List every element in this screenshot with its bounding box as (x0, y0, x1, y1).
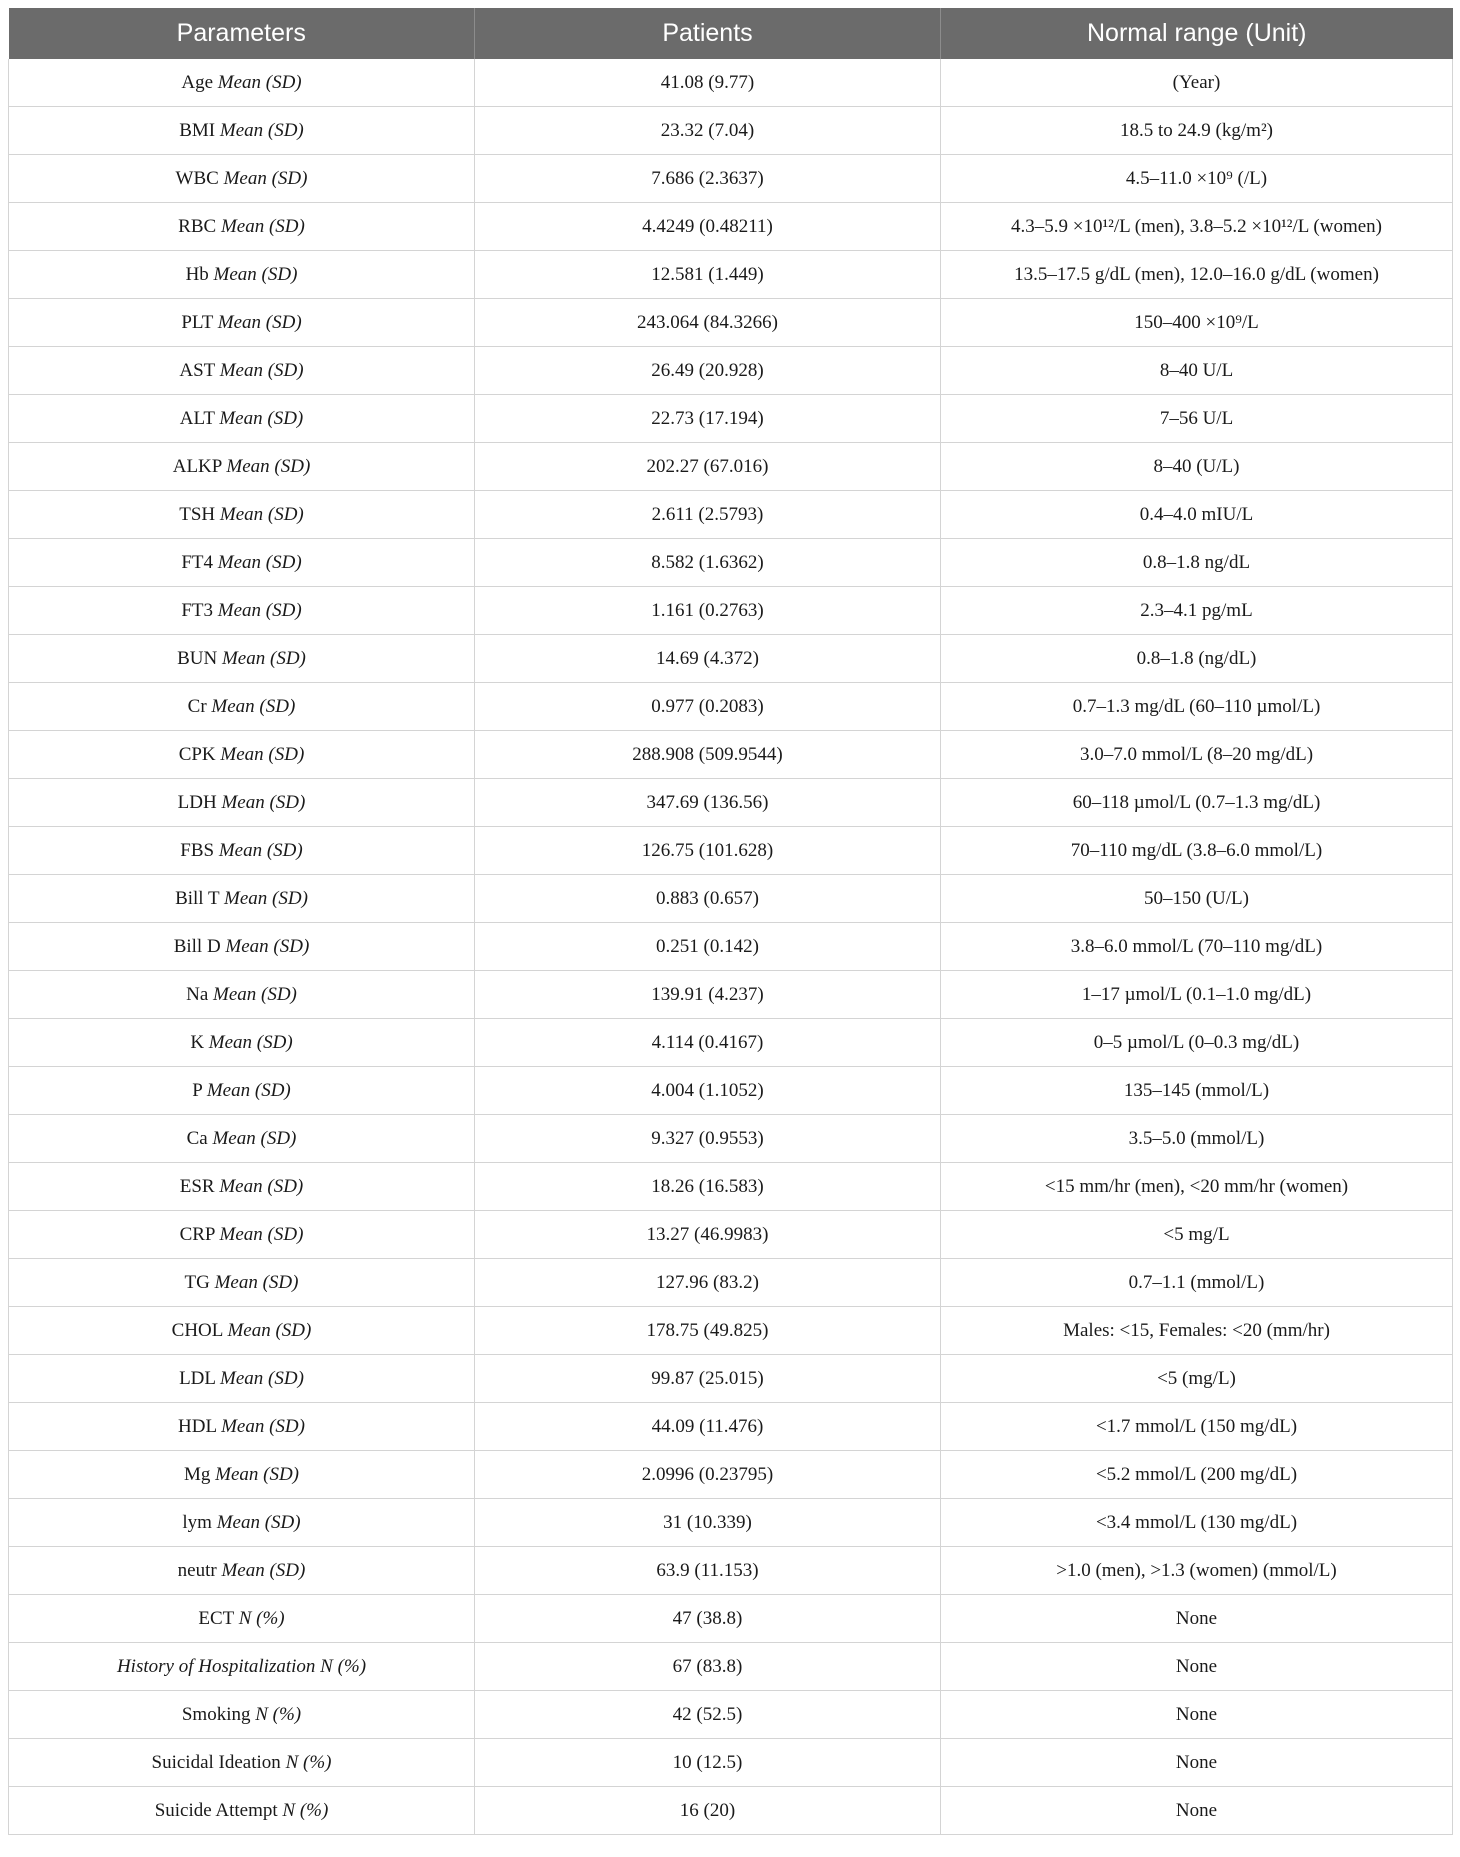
parameter-name: BMI (179, 119, 216, 141)
normal-range-cell: 13.5–17.5 g/dL (men), 12.0–16.0 g/dL (women) (941, 251, 1453, 299)
parameter-name: lym (182, 1511, 212, 1533)
parameter-stat: Mean (SD) (219, 119, 304, 141)
parameter-name: FBS (180, 839, 215, 861)
patients-cell: 288.908 (509.9544) (475, 731, 941, 779)
table-row (9, 1499, 1453, 1547)
parameter-name: Suicidal Ideation (151, 1751, 281, 1773)
parameter-stat: Mean (SD) (219, 503, 304, 525)
parameter-cell (9, 203, 475, 251)
parameter-stat: Mean (SD) (213, 263, 298, 285)
parameter-stat: Mean (SD) (224, 887, 308, 909)
parameter-stat: Mean (SD) (219, 407, 304, 429)
patients-cell: 4.004 (1.1052) (475, 1067, 941, 1115)
patients-cell: 23.32 (7.04) (475, 107, 941, 155)
parameter-stat: Mean (SD) (221, 647, 306, 669)
parameter-cell (9, 59, 475, 107)
normal-range-cell: 0.8–1.8 (ng/dL) (941, 635, 1453, 683)
normal-range-cell: 4.3–5.9 ×10¹²/L (men), 3.8–5.2 ×10¹²/L (women) (941, 203, 1453, 251)
table-header (9, 8, 1453, 59)
parameter-name: LDH (177, 791, 217, 813)
parameter-name: LDL (179, 1367, 216, 1389)
table-body (9, 59, 1453, 1835)
parameter-cell (9, 1067, 475, 1115)
table-row (9, 491, 1453, 539)
table-row (9, 1691, 1453, 1739)
parameter-cell (9, 875, 475, 923)
table-row (9, 347, 1453, 395)
normal-range-cell: (Year) (941, 59, 1453, 107)
normal-range-cell: 3.5–5.0 (mmol/L) (941, 1115, 1453, 1163)
parameter-cell (9, 491, 475, 539)
normal-range-cell: 50–150 (U/L) (941, 875, 1453, 923)
normal-range-cell: 1–17 µmol/L (0.1–1.0 mg/dL) (941, 971, 1453, 1019)
parameter-name: P (192, 1079, 203, 1101)
table-row (9, 59, 1453, 107)
patients-cell: 14.69 (4.372) (475, 635, 941, 683)
table-row (9, 779, 1453, 827)
patients-cell: 18.26 (16.583) (475, 1163, 941, 1211)
normal-range-cell: 135–145 (mmol/L) (941, 1067, 1453, 1115)
patients-cell: 12.581 (1.449) (475, 251, 941, 299)
normal-range-cell: <1.7 mmol/L (150 mg/dL) (941, 1403, 1453, 1451)
table-row (9, 1115, 1453, 1163)
parameter-name: RBC (178, 215, 217, 237)
parameter-stat: Mean (SD) (217, 599, 302, 621)
parameter-stat: Mean (SD) (219, 359, 304, 381)
normal-range-cell: 0–5 µmol/L (0–0.3 mg/dL) (941, 1019, 1453, 1067)
parameter-name: ALKP (172, 455, 222, 477)
parameter-cell (9, 923, 475, 971)
parameter-stat: Mean (SD) (214, 1271, 299, 1293)
patients-cell: 0.883 (0.657) (475, 875, 941, 923)
patients-cell: 139.91 (4.237) (475, 971, 941, 1019)
parameter-cell (9, 971, 475, 1019)
normal-range-cell: 0.7–1.1 (mmol/L) (941, 1259, 1453, 1307)
parameter-stat: N (%) (282, 1799, 329, 1821)
parameters-table (8, 8, 1453, 1835)
patients-cell: 2.611 (2.5793) (475, 491, 941, 539)
parameter-stat: Mean (SD) (217, 311, 302, 333)
normal-range-cell: Males: <15, Females: <20 (mm/hr) (941, 1307, 1453, 1355)
parameter-name: FT3 (181, 599, 214, 621)
table-row (9, 395, 1453, 443)
parameter-cell (9, 635, 475, 683)
patients-cell: 22.73 (17.194) (475, 395, 941, 443)
patients-cell: 16 (20) (475, 1787, 941, 1835)
parameter-cell (9, 1595, 475, 1643)
table-container (8, 8, 1452, 1835)
parameter-stat: Mean (SD) (221, 1415, 305, 1437)
table-row (9, 1739, 1453, 1787)
patients-cell: 47 (38.8) (475, 1595, 941, 1643)
parameter-cell (9, 779, 475, 827)
parameter-name: CHOL (171, 1319, 223, 1341)
parameter-name: ESR (179, 1175, 215, 1197)
table-row (9, 251, 1453, 299)
parameter-name: Cr (187, 695, 207, 717)
table-row (9, 923, 1453, 971)
parameter-name: TSH (179, 503, 216, 525)
parameter-stat: Mean (SD) (220, 1367, 304, 1389)
parameter-stat: Mean (SD) (213, 983, 297, 1005)
table-row (9, 875, 1453, 923)
header-normal-range: Normal range (Unit) (941, 8, 1453, 59)
parameter-stat: Mean (SD) (219, 1223, 304, 1245)
parameter-name: WBC (175, 167, 219, 189)
parameter-stat: Mean (SD) (221, 1559, 306, 1581)
parameter-name: Age (181, 71, 213, 93)
parameter-stat: Mean (SD) (211, 695, 296, 717)
normal-range-cell: 8–40 U/L (941, 347, 1453, 395)
parameter-stat: Mean (SD) (216, 1511, 301, 1533)
patients-cell: 0.977 (0.2083) (475, 683, 941, 731)
normal-range-cell: 4.5–11.0 ×10⁹ (/L) (941, 155, 1453, 203)
parameter-cell (9, 251, 475, 299)
normal-range-cell: None (941, 1643, 1453, 1691)
table-row (9, 107, 1453, 155)
patients-cell: 99.87 (25.015) (475, 1355, 941, 1403)
parameter-cell (9, 299, 475, 347)
table-row (9, 683, 1453, 731)
normal-range-cell: 60–118 µmol/L (0.7–1.3 mg/dL) (941, 779, 1453, 827)
normal-range-cell: >1.0 (men), >1.3 (women) (mmol/L) (941, 1547, 1453, 1595)
parameter-name: History of Hospitalization (116, 1655, 316, 1677)
patients-cell: 126.75 (101.628) (475, 827, 941, 875)
parameter-stat: Mean (SD) (217, 71, 302, 93)
parameter-cell (9, 1355, 475, 1403)
parameter-stat: Mean (SD) (221, 791, 306, 813)
parameter-stat: N (%) (320, 1655, 367, 1677)
table-row (9, 155, 1453, 203)
parameter-name: ECT (198, 1607, 234, 1629)
parameter-name: Mg (183, 1463, 211, 1485)
parameter-cell (9, 683, 475, 731)
parameter-stat: N (%) (285, 1751, 332, 1773)
parameter-cell (9, 443, 475, 491)
parameter-name: Suicide Attempt (154, 1799, 278, 1821)
parameter-name: CPK (178, 743, 216, 765)
normal-range-cell: 0.4–4.0 mIU/L (941, 491, 1453, 539)
table-row (9, 1547, 1453, 1595)
table-row (9, 587, 1453, 635)
patients-cell: 2.0996 (0.23795) (475, 1451, 941, 1499)
patients-cell: 67 (83.8) (475, 1643, 941, 1691)
parameter-name: K (190, 1031, 205, 1053)
normal-range-cell: 70–110 mg/dL (3.8–6.0 mmol/L) (941, 827, 1453, 875)
normal-range-cell: <5.2 mmol/L (200 mg/dL) (941, 1451, 1453, 1499)
parameter-cell (9, 1163, 475, 1211)
table-row (9, 1307, 1453, 1355)
table-row (9, 731, 1453, 779)
parameter-name: Na (186, 983, 209, 1005)
normal-range-cell: None (941, 1595, 1453, 1643)
parameter-cell (9, 1307, 475, 1355)
normal-range-cell: None (941, 1691, 1453, 1739)
normal-range-cell: 0.8–1.8 ng/dL (941, 539, 1453, 587)
parameter-cell (9, 1691, 475, 1739)
table-row (9, 1595, 1453, 1643)
parameter-name: PLT (181, 311, 214, 333)
parameter-name: TG (184, 1271, 210, 1293)
table-row (9, 1787, 1453, 1835)
parameter-cell (9, 827, 475, 875)
parameter-name: Bill D (173, 935, 221, 957)
parameter-name: Ca (186, 1127, 208, 1149)
parameter-cell (9, 1643, 475, 1691)
patients-cell: 243.064 (84.3266) (475, 299, 941, 347)
normal-range-cell: <15 mm/hr (men), <20 mm/hr (women) (941, 1163, 1453, 1211)
table-row (9, 1163, 1453, 1211)
parameter-cell (9, 1547, 475, 1595)
normal-range-cell: 18.5 to 24.9 (kg/m²) (941, 107, 1453, 155)
parameter-stat: N (%) (238, 1607, 285, 1629)
parameter-stat: Mean (SD) (227, 1319, 312, 1341)
table-row (9, 1451, 1453, 1499)
parameter-cell (9, 1259, 475, 1307)
patients-cell: 42 (52.5) (475, 1691, 941, 1739)
patients-cell: 178.75 (49.825) (475, 1307, 941, 1355)
patients-cell: 1.161 (0.2763) (475, 587, 941, 635)
table-row (9, 1643, 1453, 1691)
parameter-name: ALT (179, 407, 215, 429)
table-row (9, 1067, 1453, 1115)
table-row (9, 1355, 1453, 1403)
normal-range-cell: 3.0–7.0 mmol/L (8–20 mg/dL) (941, 731, 1453, 779)
parameter-stat: Mean (SD) (208, 1031, 293, 1053)
patients-cell: 26.49 (20.928) (475, 347, 941, 395)
parameter-cell (9, 1115, 475, 1163)
table-row (9, 1019, 1453, 1067)
parameter-cell (9, 1451, 475, 1499)
parameter-cell (9, 1019, 475, 1067)
table-row (9, 203, 1453, 251)
parameter-name: Hb (185, 263, 209, 285)
parameter-stat: Mean (SD) (217, 551, 302, 573)
parameter-cell (9, 1403, 475, 1451)
table-row (9, 1403, 1453, 1451)
parameter-stat: Mean (SD) (220, 743, 305, 765)
normal-range-cell: 8–40 (U/L) (941, 443, 1453, 491)
parameter-name: Bill T (175, 887, 220, 909)
parameter-name: AST (179, 359, 215, 381)
normal-range-cell: 3.8–6.0 mmol/L (70–110 mg/dL) (941, 923, 1453, 971)
parameter-stat: Mean (SD) (225, 935, 310, 957)
normal-range-cell: None (941, 1787, 1453, 1835)
normal-range-cell: 0.7–1.3 mg/dL (60–110 µmol/L) (941, 683, 1453, 731)
patients-cell: 0.251 (0.142) (475, 923, 941, 971)
parameter-name: FT4 (181, 551, 214, 573)
table-row (9, 1211, 1453, 1259)
patients-cell: 347.69 (136.56) (475, 779, 941, 827)
parameter-cell (9, 731, 475, 779)
table-row (9, 635, 1453, 683)
parameter-stat: Mean (SD) (226, 455, 311, 477)
parameter-cell (9, 395, 475, 443)
parameter-cell (9, 1211, 475, 1259)
patients-cell: 127.96 (83.2) (475, 1259, 941, 1307)
normal-range-cell: 150–400 ×10⁹/L (941, 299, 1453, 347)
table-row (9, 443, 1453, 491)
parameter-cell (9, 587, 475, 635)
table-row (9, 827, 1453, 875)
parameter-cell (9, 1739, 475, 1787)
patients-cell: 31 (10.339) (475, 1499, 941, 1547)
table-row (9, 539, 1453, 587)
parameter-name: CRP (179, 1223, 215, 1245)
parameter-stat: N (%) (255, 1703, 302, 1725)
header-row (9, 8, 1453, 59)
normal-range-cell: <3.4 mmol/L (130 mg/dL) (941, 1499, 1453, 1547)
parameter-cell (9, 1787, 475, 1835)
patients-cell: 9.327 (0.9553) (475, 1115, 941, 1163)
parameter-name: neutr (177, 1559, 217, 1581)
patients-cell: 13.27 (46.9983) (475, 1211, 941, 1259)
parameter-stat: Mean (SD) (220, 215, 305, 237)
normal-range-cell: <5 mg/L (941, 1211, 1453, 1259)
parameter-name: HDL (178, 1415, 217, 1437)
parameter-stat: Mean (SD) (212, 1127, 297, 1149)
parameter-cell (9, 1499, 475, 1547)
parameter-stat: Mean (SD) (206, 1079, 291, 1101)
normal-range-cell: 2.3–4.1 pg/mL (941, 587, 1453, 635)
patients-cell: 41.08 (9.77) (475, 59, 941, 107)
parameter-stat: Mean (SD) (218, 839, 303, 861)
patients-cell: 8.582 (1.6362) (475, 539, 941, 587)
patients-cell: 202.27 (67.016) (475, 443, 941, 491)
parameter-stat: Mean (SD) (215, 1463, 300, 1485)
parameter-stat: Mean (SD) (223, 167, 308, 189)
parameter-cell (9, 347, 475, 395)
parameter-name: BUN (177, 647, 218, 669)
table-row (9, 971, 1453, 1019)
patients-cell: 44.09 (11.476) (475, 1403, 941, 1451)
patients-cell: 4.4249 (0.48211) (475, 203, 941, 251)
parameter-stat: Mean (SD) (219, 1175, 304, 1197)
patients-cell: 63.9 (11.153) (475, 1547, 941, 1595)
table-row (9, 1259, 1453, 1307)
normal-range-cell: 7–56 U/L (941, 395, 1453, 443)
parameter-cell (9, 107, 475, 155)
parameter-cell (9, 155, 475, 203)
table-row (9, 299, 1453, 347)
patients-cell: 4.114 (0.4167) (475, 1019, 941, 1067)
normal-range-cell: <5 (mg/L) (941, 1355, 1453, 1403)
patients-cell: 10 (12.5) (475, 1739, 941, 1787)
normal-range-cell: None (941, 1739, 1453, 1787)
parameter-name: Smoking (181, 1703, 251, 1725)
parameter-cell (9, 539, 475, 587)
header-parameters: Parameters (9, 8, 475, 59)
header-patients: Patients (475, 8, 941, 59)
patients-cell: 7.686 (2.3637) (475, 155, 941, 203)
